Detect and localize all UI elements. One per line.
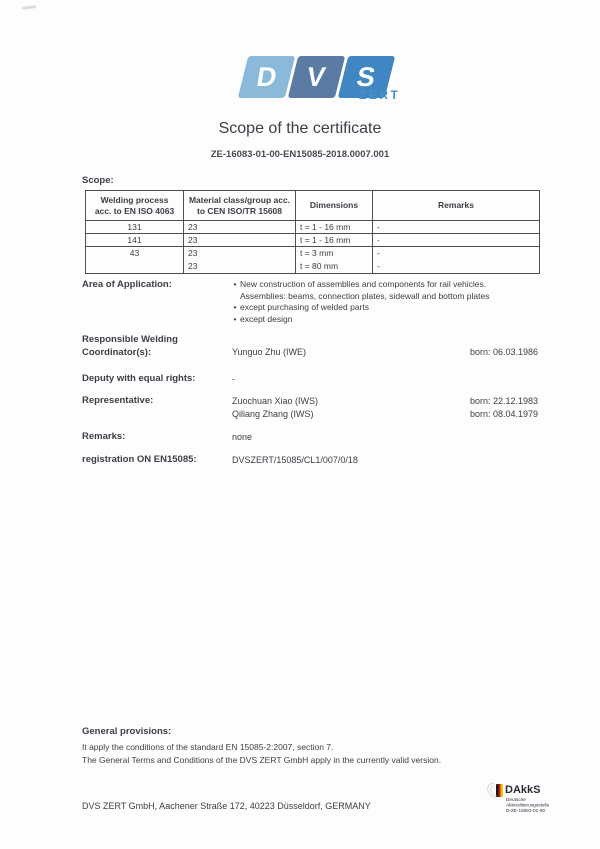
dvs-letter-d: D [254, 61, 279, 92]
bullet-icon: • [233, 313, 237, 324]
dvs-letter-v: V [305, 61, 329, 92]
dvs-letter-s: S [355, 61, 379, 92]
general-provisions-label: General provisions: [82, 726, 172, 737]
deputy-value: - [232, 374, 235, 384]
table-header-row [86, 191, 540, 221]
list-item [230, 302, 542, 314]
list-item-text: Assemblies: beams, connection plates, sidewall and bottom plates [240, 290, 490, 301]
bullet-icon: • [233, 279, 237, 289]
cell-remarks: - [373, 234, 540, 247]
general-provisions-text [82, 741, 441, 767]
list-item-text: New construction of assemblies and components for rail vehicles. [240, 279, 487, 289]
label-line: Responsible Welding [82, 334, 178, 345]
responsible-coordinator-name: Yunguo Zhu (IWE) [232, 347, 307, 357]
registration-value: DVSZERT/15085/CL1/007/0/18 [232, 455, 358, 465]
header-line: Welding process [100, 194, 169, 205]
deputy-label: Deputy with equal rights: [82, 373, 196, 384]
table-row [86, 221, 540, 234]
header-line: to CEN ISO/TR 15608 [196, 205, 283, 216]
list-item-text: except design [240, 313, 293, 324]
cell-process: 43 [86, 247, 184, 274]
cell-line: 23 [188, 260, 198, 271]
label-line: Coordinator(s): [82, 346, 152, 358]
cell-remarks: - [373, 221, 540, 234]
cell-material [184, 247, 296, 274]
col-header-remarks [373, 191, 540, 221]
scope-table [85, 190, 540, 274]
header-line: Remarks [438, 200, 474, 210]
dakks-logo [491, 782, 576, 820]
col-header-welding-process [86, 191, 184, 221]
responsible-coordinator-born: born: 06.03.1986 [469, 347, 538, 357]
header-line: Material class/group acc. [188, 194, 291, 205]
zert-wordmark: ZERT [359, 88, 401, 102]
table-row [86, 247, 540, 274]
dakks-subtext-line: Akkreditierungsstelle [506, 803, 550, 809]
cell-line: 23 [188, 248, 198, 258]
cell-material: 23 [184, 234, 296, 247]
representative-born: born: 08.04.1979 [469, 409, 538, 419]
list-item-text: except purchasing of welded parts [240, 302, 369, 312]
dvs-logo-block-v [288, 56, 345, 98]
dakks-subtext-line: Deutsche [506, 798, 526, 803]
dakks-subtext [506, 798, 561, 815]
area-of-application-label: Area of Application: [82, 279, 172, 290]
representative-names [232, 395, 318, 421]
cell-line: t = 80 mm [300, 260, 339, 271]
remarks-value: none [232, 432, 253, 442]
cell-line: t = 3 mm [300, 248, 334, 258]
cell-line: - [377, 260, 380, 271]
list-item [230, 279, 542, 291]
bullet-icon: • [233, 302, 237, 312]
representative-label: Representative: [82, 395, 154, 406]
header-line: acc. to EN ISO 4063 [94, 205, 175, 216]
registration-label: registration ON EN15085: [82, 454, 197, 465]
company-address: DVS ZERT GmbH, Aachener Straße 172, 40223 Düsseldorf, GERMANY [82, 801, 371, 811]
cell-dimensions: t = 1 - 16 mm [296, 234, 373, 247]
list-item-continuation [230, 291, 542, 303]
cell-process: 141 [86, 234, 184, 247]
representative-borns [470, 395, 538, 421]
cell-process: 131 [86, 221, 184, 234]
header-line: Dimensions [309, 200, 359, 210]
cell-remarks [373, 247, 540, 274]
dakks-subtext-line: D-ZE-16083-01-00 [506, 809, 546, 814]
general-provisions-line: The General Terms and Conditions of the DVS ZERT GmbH apply in the currently valid version. [82, 755, 442, 765]
remarks-label: Remarks: [82, 431, 126, 442]
table-row [86, 234, 540, 247]
dakks-logo-top [491, 782, 576, 798]
col-header-material-class [184, 191, 296, 221]
cell-line: - [377, 248, 380, 258]
cell-dimensions [296, 247, 373, 274]
representative-name: Zuochuan Xiao (IWS) [232, 396, 319, 406]
representative-name: Qiliang Zhang (IWS) [232, 409, 314, 419]
representative-born: born: 22.12.1983 [469, 396, 538, 406]
cell-material: 23 [184, 221, 296, 234]
scope-label: Scope: [82, 175, 114, 186]
list-item [230, 314, 542, 326]
responsible-coordinator-label [82, 334, 232, 359]
dvs-zert-logo [243, 56, 413, 106]
page-title: Scope of the certificate [218, 120, 382, 137]
cell-dimensions: t = 1 - 16 mm [296, 221, 373, 234]
general-provisions-line: It apply the conditions of the standard EN 15085-2:2007, section 7. [82, 742, 334, 752]
scan-artifact [22, 5, 36, 10]
dvs-logo-block-d [238, 56, 295, 98]
certificate-number: ZE-16083-01-00-EN15085-2018.0007.001 [210, 149, 390, 160]
col-header-dimensions [296, 191, 373, 221]
dakks-wordmark: DAkkS [505, 784, 541, 796]
area-of-application-list [230, 279, 542, 325]
